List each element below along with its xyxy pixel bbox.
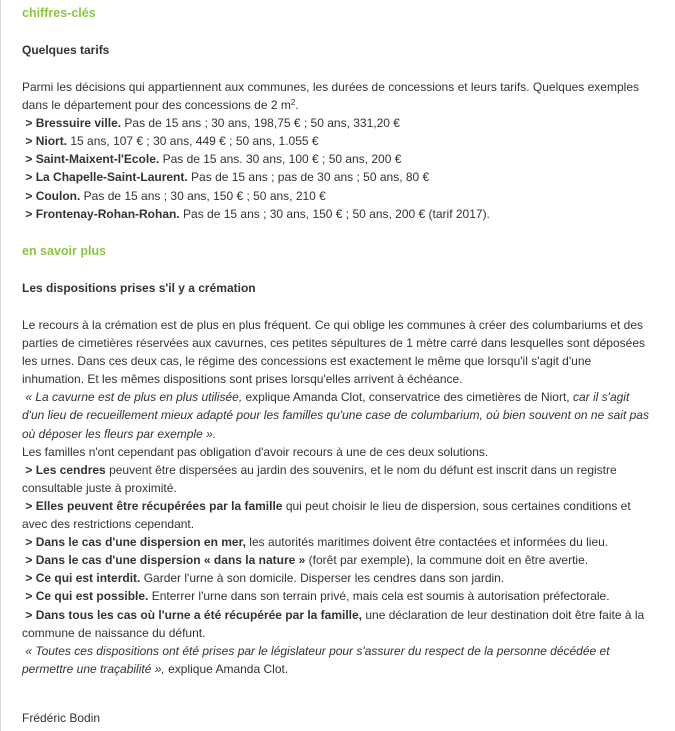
cremation-bullet-item-title: > Ce qui est possible.: [25, 589, 149, 604]
quote-amanda-clot-1: « La cavurne est de plus en plus utilisée, explique Amanda Clot, conservatrice des cimetières de Niort, car il s'agit d'un lieu de recueillement mieux adapté pour les familles qu'une case de columbarium, où bien souvent on ne sait pas où déposer les fleurs par exemple ».: [22, 390, 649, 441]
quote-amanda-clot-2: « Toutes ces dispositions ont été prises par le législateur pour s'assurer du respect de la personne décédée et permettre une traçabilité », explique Amanda Clot.: [22, 643, 610, 676]
tarif-item-text: Pas de 15 ans ; 30 ans, 150 € ; 50 ans, 210 €: [80, 188, 326, 203]
cremation-bullet-item-text: Garder l'urne à son domicile. Disperser les cendres dans son jardin.: [140, 571, 505, 586]
section-title-en-savoir-plus: en savoir plus: [22, 244, 107, 258]
tarif-item: [22, 132, 652, 150]
cremation-bullet-item-text: une déclaration de leur destination doit être faite à la commune de naissance du défunt.: [22, 607, 645, 640]
tarif-item: [22, 168, 652, 186]
bullet-marker: >: [25, 188, 36, 203]
subtitle-dispositions-cremation: Les dispositions prises s'il y a crémation: [22, 281, 256, 295]
tarif-item-title: > Frontenay-Rohan-Rohan.: [25, 206, 180, 221]
cremation-bullet-item-text: qui peut choisir le lieu de dispersion, sous certaines conditions et avec des restrictions cependant.: [22, 498, 631, 532]
cremation-bullet-item-title: > Ce qui est interdit.: [25, 571, 141, 586]
cremation-bullet-item-text: (forêt par exemple), la commune doit en être avertie.: [305, 553, 589, 568]
cremation-paragraph: Le recours à la crémation est de plus en plus fréquent. Ce qui oblige les communes à créer des columbariums et des parties de cimetières réservées aux cavurnes, ces petites sépultures de 1 mètre carré dans lesquelles sont déposées les urnes. Dans ces deux cas, le régime des concessions est exactement le même que lorsqu'il s'agit d'une inhumation. Et les mêmes dispositions sont prises lorsqu'elles arrivent à échéance.: [22, 318, 645, 387]
tarifs-list: [22, 114, 652, 223]
bullet-marker: >: [25, 462, 36, 477]
bullet-marker: >: [25, 571, 36, 586]
bullet-marker: >: [25, 553, 36, 568]
bullet-marker: >: [25, 152, 36, 167]
tarif-item: [22, 187, 652, 205]
tarif-item: [22, 150, 652, 168]
tarif-item: [22, 114, 652, 132]
cremation-bullet-item: [22, 461, 652, 497]
tarif-item-text: Pas de 15 ans ; pas de 30 ans ; 50 ans, 80 €: [187, 170, 430, 185]
tarifs-intro: Parmi les décisions qui appartiennent aux communes, les durées de concessions et leurs tarifs. Quelques exemples dans le département pour des concessions de 2 $m^2$.: [22, 80, 639, 113]
cremation-bullet-item: [22, 587, 652, 605]
tarif-item: [22, 205, 652, 223]
bullet-marker: >: [25, 607, 36, 622]
cremation-bullet-item-title: > Dans tous les cas où l'urne a été récupérée par la famille,: [25, 607, 363, 622]
tarif-item-title: > Coulon.: [25, 188, 81, 203]
cremation-bullet-item-text: les autorités maritimes doivent être contactées et informées du lieu.: [245, 535, 609, 550]
section-title-chiffres-cles: chiffres-clés: [22, 6, 96, 20]
tarif-item-text: Pas de 15 ans. 30 ans, 100 € ; 50 ans, 200 €: [159, 152, 402, 167]
bullet-marker: >: [25, 589, 36, 604]
cremation-block: [22, 316, 652, 678]
tarif-item-text: 15 ans, 107 € ; 30 ans, 449 € ; 50 ans, 1.055 €: [67, 134, 319, 149]
cremation-bullet-item: [22, 551, 652, 569]
bullet-marker: >: [25, 498, 36, 513]
author-signature: Frédéric Bodin: [22, 711, 101, 725]
tarif-item-title: > Saint-Maixent-l'Ecole.: [25, 152, 160, 167]
tarifs-block: [22, 78, 652, 223]
bullet-marker: >: [25, 134, 36, 149]
bullet-marker: >: [25, 170, 36, 185]
cremation-bullet-item: [22, 533, 652, 551]
cremation-bullets: [22, 461, 652, 642]
left-border: [0, 0, 1, 731]
subtitle-quelques-tarifs: Quelques tarifs: [22, 43, 110, 57]
familles-paragraph: Les familles n'ont cependant pas obligation d'avoir recours à une de ces deux solutions.: [22, 444, 489, 459]
cremation-bullet-item: [22, 606, 652, 642]
bullet-marker: >: [25, 535, 36, 550]
bullet-marker: >: [25, 116, 36, 131]
tarif-item-text: Pas de 15 ans ; 30 ans, 150 € ; 50 ans, 200 € (tarif 2017).: [179, 206, 490, 221]
tarif-item-text: Pas de 15 ans ; 30 ans, 198,75 € ; 50 ans, 331,20 €: [121, 116, 400, 131]
cremation-bullet-item-title: > Elles peuvent être récupérées par la famille: [25, 498, 283, 513]
cremation-bullet-item: [22, 569, 652, 587]
bullet-marker: >: [25, 206, 36, 221]
cremation-bullet-item-title: > Dans le cas d'une dispersion « dans la nature »: [25, 553, 306, 568]
cremation-bullet-item-text: Enterrer l'urne dans son terrain privé, mais cela est soumis à autorisation préfectorale.: [148, 589, 610, 604]
cremation-bullet-item-title: > Dans le cas d'une dispersion en mer,: [25, 535, 246, 550]
tarif-item-title: > Bressuire ville.: [25, 116, 122, 131]
cremation-bullet-item: [22, 497, 652, 533]
tarif-item-title: > La Chapelle-Saint-Laurent.: [25, 170, 188, 185]
tarif-item-title: > Niort.: [25, 134, 68, 149]
cremation-bullet-item-text: peuvent être dispersées au jardin des souvenirs, et le nom du défunt est inscrit dans un registre consultable juste à proximité.: [22, 462, 617, 495]
cremation-bullet-item-title: > Les cendres: [25, 462, 106, 477]
